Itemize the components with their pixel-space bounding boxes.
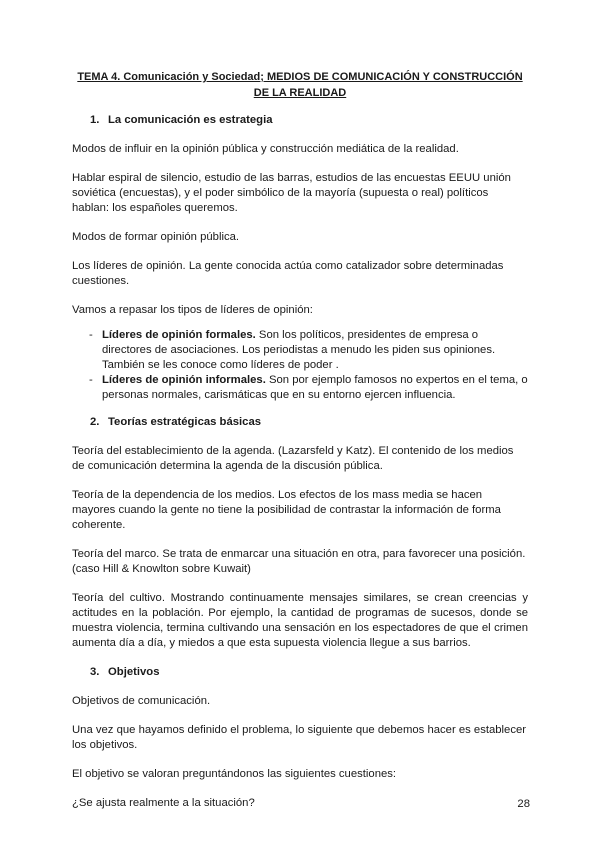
list-dash: - xyxy=(89,329,93,341)
list-item-text: Son los políticos, presidentes de empresa o directores de asociaciones. Los periodistas a menudo les piden sus opiniones. También se les conoce como líderes de poder . xyxy=(102,329,496,371)
list-item-text: Son por ejemplo famosos no expertos en el tema, o personas normales, carismáticas que en su entorno ejercen influencia. xyxy=(102,374,528,401)
list-item-term: Líderes de opinión informales. xyxy=(102,374,266,386)
section-heading-2 xyxy=(72,415,528,430)
section-heading-1 xyxy=(72,113,528,128)
paragraph: Teoría de la dependencia de los medios. Los efectos de los mass media se hacen mayores cuando la gente no tiene la posibilidad de contrastar la información de forma coherente. xyxy=(72,489,501,531)
paragraph: Teoría del marco. Se trata de enmarcar una situación en otra, para favorecer una posición. (caso Hill & Knowlton sobre Kuwait) xyxy=(72,548,526,575)
paragraph: Hablar espiral de silencio, estudio de las barras, estudios de las encuestas EEUU unión soviética (encuestas), y el poder simbólico de la mayoría (supuesta o real) políticos hablan: los españoles queremos. xyxy=(72,172,511,214)
document-page xyxy=(72,70,528,825)
document-title xyxy=(72,70,528,101)
paragraph: Objetivos de comunicación. xyxy=(72,695,211,707)
paragraph: Modos de formar opinión pública. xyxy=(72,231,240,243)
paragraph: Modos de influir en la opinión pública y construcción mediática de la realidad. xyxy=(72,143,459,155)
section-title: La comunicación es estrategia xyxy=(108,114,273,126)
list-item-term: Líderes de opinión formales. xyxy=(102,329,256,341)
section-title: Objetivos xyxy=(108,666,160,678)
paragraph: Los líderes de opinión. La gente conocida actúa como catalizador sobre determinadas cuestiones. xyxy=(72,260,504,287)
list-item xyxy=(72,373,528,403)
paragraph: ¿Se ajusta realmente a la situación? xyxy=(72,797,255,809)
section-number: 1. xyxy=(90,114,100,126)
paragraph: El objetivo se valoran preguntándonos las siguientes cuestiones: xyxy=(72,768,397,780)
paragraph: Vamos a repasar los tipos de líderes de opinión: xyxy=(72,304,313,316)
document-title-line-1: TEMA 4. Comunicación y Sociedad; MEDIOS DE COMUNICACIÓN Y CONSTRUCCIÓN xyxy=(77,71,523,83)
paragraph: Teoría del establecimiento de la agenda. (Lazarsfeld y Katz). El contenido de los medios de comunicación determina la agenda de la discusión pública. xyxy=(72,445,514,472)
paragraph: Una vez que hayamos definido el problema, lo siguiente que debemos hacer es establecer los objetivos. xyxy=(72,724,527,751)
opinion-leaders-list xyxy=(72,328,528,403)
section-heading-3 xyxy=(72,665,528,680)
list-item xyxy=(72,328,528,373)
page-number: 28 xyxy=(517,798,530,810)
section-title: Teorías estratégicas básicas xyxy=(108,416,262,428)
section-number: 3. xyxy=(90,666,100,678)
list-dash: - xyxy=(89,374,93,386)
paragraph: Teoría del cultivo. Mostrando continuamente mensajes similares, se crean creencias y actitudes en la población. Por ejemplo, la cantidad de programas de sucesos, donde se muestra violencia, termina cultivando una sensación en los espectadores de que el crimen aumenta día a día, y miedos a que esta supuesta violencia llegue a sus barrios. xyxy=(72,592,528,649)
section-number: 2. xyxy=(90,416,100,428)
document-title-line-2: DE LA REALIDAD xyxy=(253,86,347,99)
